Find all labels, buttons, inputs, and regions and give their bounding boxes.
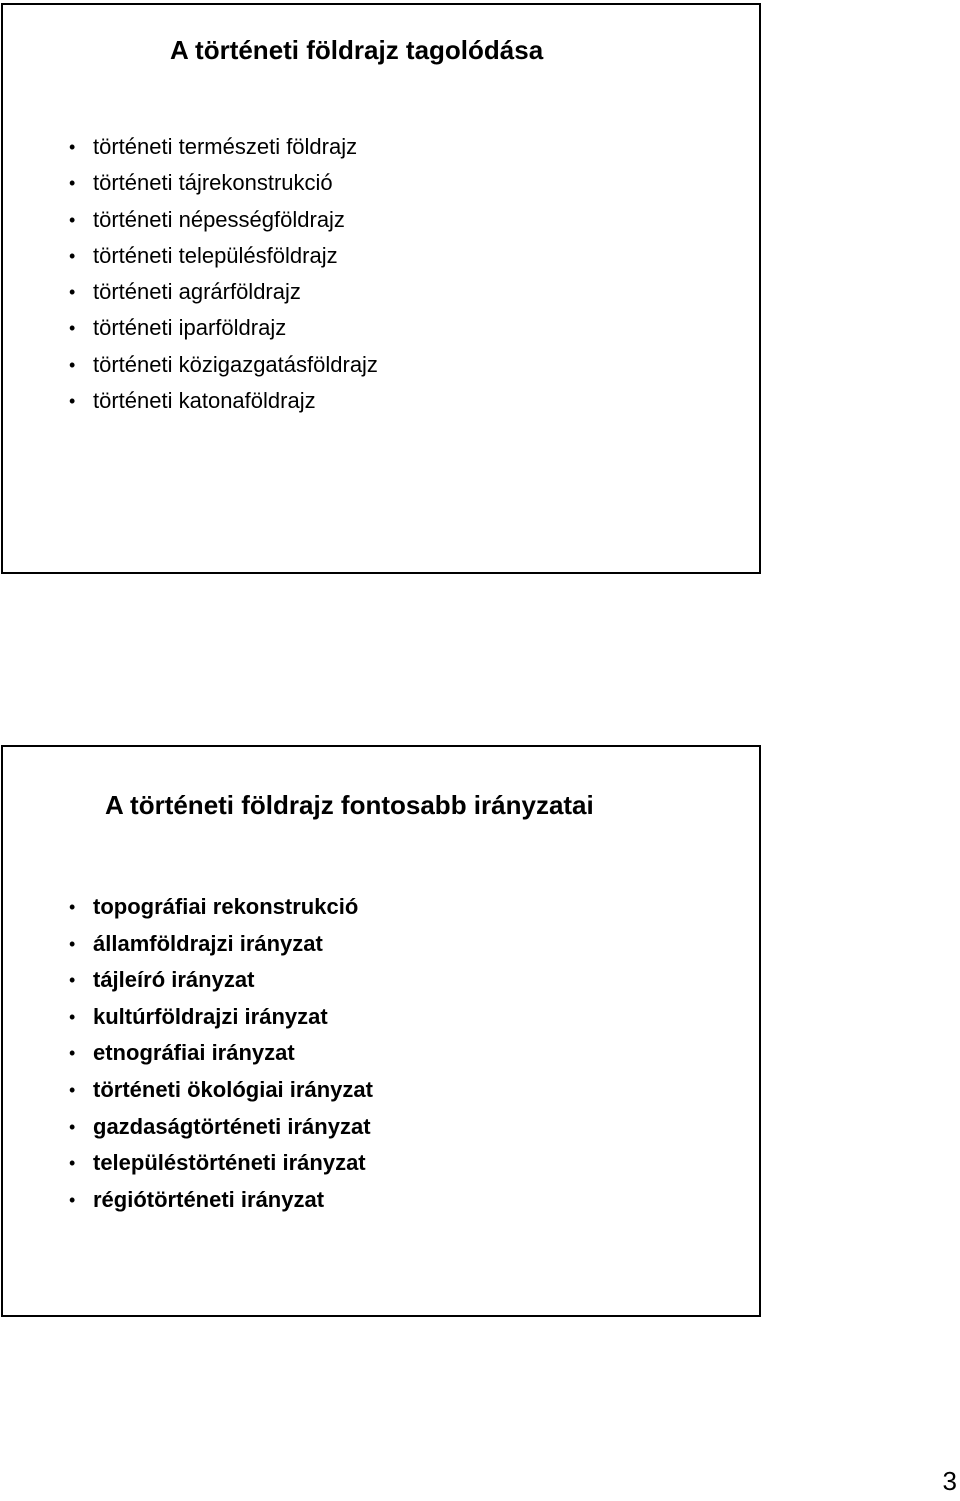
list-item-text: történeti közigazgatásföldrajz: [93, 351, 378, 377]
bullet-icon: •: [69, 1043, 76, 1064]
list-item-text: településtörténeti irányzat: [93, 1150, 366, 1176]
list-item: [69, 168, 378, 204]
bullet-icon: •: [69, 318, 76, 339]
list-item-text: topográfiai rekonstrukció: [93, 894, 359, 919]
list-item-text: etnográfiai irányzat: [93, 1040, 295, 1066]
list-item: [69, 1148, 373, 1185]
list-item: [69, 241, 378, 277]
slide-1-title: A történeti földrajz tagolódása: [170, 35, 544, 65]
list-item: [69, 965, 373, 1002]
list-item: [69, 350, 378, 386]
list-item: [69, 1185, 373, 1222]
list-item-text: történeti településföldrajz: [93, 242, 338, 268]
list-item-text: államföldrajzi irányzat: [93, 930, 323, 956]
list-item-text: kultúrföldrajzi irányzat: [93, 1003, 328, 1029]
bullet-icon: •: [69, 282, 76, 303]
slide-1: [1, 3, 761, 574]
list-item-text: gazdaságtörténeti irányzat: [93, 1113, 371, 1139]
list-item-text: történeti tájrekonstrukció: [93, 170, 333, 196]
bullet-icon: •: [69, 933, 76, 954]
list-item-text: történeti természeti földrajz: [93, 134, 358, 159]
bullet-icon: •: [69, 1153, 76, 1174]
list-item: [69, 386, 378, 422]
list-item: [69, 892, 373, 929]
list-item: [69, 1002, 373, 1039]
slide-1-bullet-list: [69, 132, 378, 422]
list-item: [69, 1038, 373, 1075]
list-item-text: történeti katonaföldrajz: [93, 388, 316, 414]
list-item: [69, 929, 373, 966]
bullet-icon: •: [69, 245, 76, 266]
list-item-text: történeti iparföldrajz: [93, 315, 287, 341]
slide-2-bullet-list: [69, 892, 373, 1221]
list-item: [69, 132, 378, 168]
bullet-icon: •: [69, 897, 76, 917]
bullet-icon: •: [69, 137, 76, 157]
bullet-icon: •: [69, 1006, 76, 1027]
bullet-icon: •: [69, 354, 76, 375]
slide-2: [1, 745, 761, 1317]
page-number: 3: [942, 1466, 957, 1496]
bullet-icon: •: [69, 1116, 76, 1137]
list-item: [69, 313, 378, 349]
bullet-icon: •: [69, 391, 76, 412]
list-item-text: történeti ökológiai irányzat: [93, 1076, 373, 1102]
list-item: [69, 277, 378, 313]
list-item-text: tájleíró irányzat: [93, 967, 255, 993]
list-item: [69, 1075, 373, 1112]
list-item-text: régiótörténeti irányzat: [93, 1186, 325, 1212]
bullet-icon: •: [69, 173, 76, 194]
slide-2-title: A történeti földrajz fontosabb irányzatai: [105, 790, 594, 820]
list-item-text: történeti népességföldrajz: [93, 206, 345, 232]
list-item: [69, 205, 378, 241]
bullet-icon: •: [69, 209, 76, 230]
list-item-text: történeti agrárföldrajz: [93, 279, 301, 305]
bullet-icon: •: [69, 1189, 76, 1210]
bullet-icon: •: [69, 970, 76, 991]
list-item: [69, 1112, 373, 1149]
bullet-icon: •: [69, 1079, 76, 1100]
